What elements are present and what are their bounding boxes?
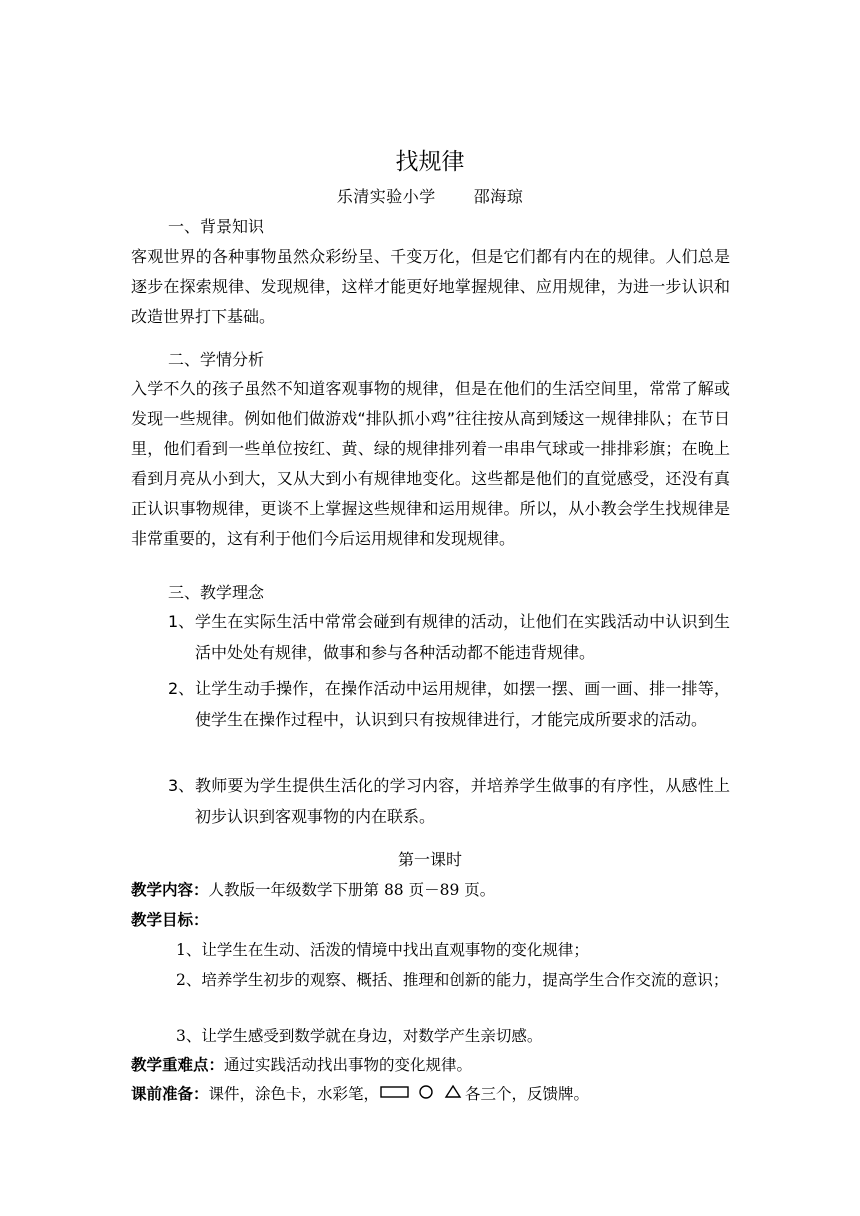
philosophy-item-number: 3、 [168, 776, 195, 795]
philosophy-item-text: 让学生动手操作，在操作活动中运用规律，如摆一摆、画一画、排一排等，使学生在操作过程中，认识到只有按规律进行，才能完成所要求的活动。 [195, 679, 730, 729]
philosophy-item-number: 2、 [168, 679, 195, 698]
prep-shapes [379, 1083, 465, 1105]
lesson-content: 人教版一年级数学下册第 88 页－89 页。 [208, 881, 496, 899]
lesson-goals-label: 教学目标： [131, 911, 209, 929]
section-heading-philosophy: 三、教学理念 [168, 583, 265, 602]
section-text-analysis: 入学不久的孩子虽然不知道客观事物的规律，但是在他们的生活空间里，常常了解或发现一些规律。例如他们做游戏“排队抓小鸡”往往按从高到矮这一规律排队；在节日里，他们看到一些单位按红、黄、绿的规律排列着一串串气球或一排排彩旗；在晚上看到月亮从小到大，又从大到小有规律地变化。这些都是他们的直觉感受，还没有真正认识事物规律，更谈不上掌握这些规律和运用规律。所以，从小教会学生找规律是非常重要的，这有利于他们今后运用规律和发现规律。 [131, 379, 730, 548]
author-name: 邵海琼 [473, 187, 524, 206]
philosophy-item [168, 771, 730, 832]
lesson-content-label: 教学内容： [131, 881, 209, 899]
philosophy-item-number: 1、 [168, 612, 195, 631]
circle-icon [420, 1086, 432, 1098]
philosophy-item [168, 674, 730, 735]
lesson-key-line [131, 1053, 472, 1075]
philosophy-item-text: 教师要为学生提供生活化的学习内容，并培养学生做事的有序性，从感性上初步认识到客观事物的内在联系。 [195, 776, 730, 826]
lesson-key-label: 教学重难点： [131, 1056, 225, 1074]
philosophy-item [168, 607, 730, 668]
lesson-prep-before: 课件，涂色卡，水彩笔， [208, 1085, 380, 1103]
lesson-title: 第一课时 [397, 850, 462, 869]
lesson-prep-after: 各三个，反馈牌。 [465, 1085, 590, 1103]
author-line [0, 184, 860, 207]
lesson-content-line [131, 878, 495, 900]
lesson-goal: 2、培养学生初步的观察、概括、推理和创新的能力，提高学生合作交流的意识； [176, 971, 729, 989]
lesson-prep-line [131, 1082, 589, 1105]
section-text-background: 客观世界的各种事物虽然众彩纷呈、千变万化，但是它们都有内在的规律。人们总是逐步在探索规律、发现规律，这样才能更好地掌握规律、应用规律，为进一步认识和改造世界打下基础。 [131, 247, 730, 326]
triangle-icon [446, 1086, 460, 1097]
lesson-prep-label: 课前准备： [131, 1085, 209, 1103]
philosophy-item-text: 学生在实际生活中常常会碰到有规律的活动，让他们在实践活动中认识到生活中处处有规律，做事和参与各种活动都不能违背规律。 [195, 612, 730, 662]
lesson-key: 通过实践活动找出事物的变化规律。 [224, 1056, 473, 1074]
document-title: 找规律 [395, 149, 465, 175]
lesson-goal: 3、让学生感受到数学就在身边，对数学产生亲切感。 [176, 1027, 543, 1045]
lesson-goal: 1、让学生在生动、活泼的情境中找出直观事物的变化规律； [176, 941, 589, 959]
section-heading-analysis: 二、学情分析 [168, 350, 265, 369]
section-heading-background: 一、背景知识 [168, 217, 265, 236]
author-school: 乐清实验小学 [336, 187, 436, 206]
rectangle-icon [381, 1087, 408, 1097]
lesson-goals-line [131, 908, 209, 930]
